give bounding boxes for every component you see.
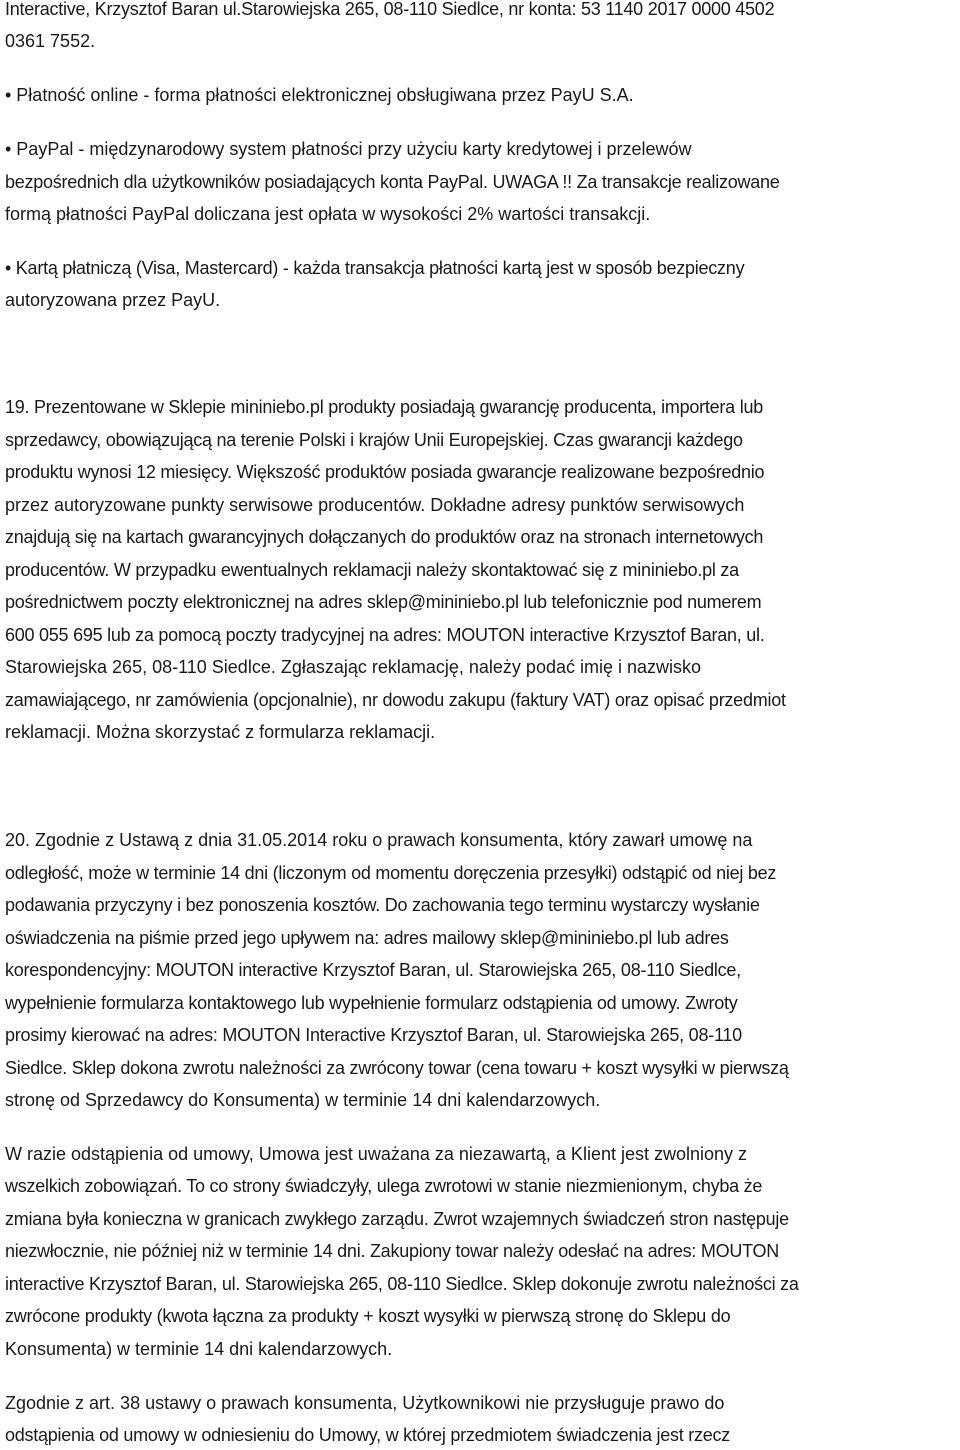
text-line-paypal-warning: bezpośrednich dla użytkowników posiadających konta PayPal. UWAGA !! Za transakcje realizowane [5, 172, 780, 192]
text-line-warranty-11: reklamacji. Można skorzystać z formularza reklamacji. [5, 722, 436, 742]
text-line-withdrawal-7: prosimy kierować na adres: MOUTON Interactive Krzysztof Baran, ul. Starowiejska 265, 08-110 [5, 1025, 742, 1045]
text-line-withdrawal-2: odległość, może w terminie 14 dni (liczonym od momentu doręczenia przesyłki) odstąpić od niej bez [5, 863, 777, 883]
text-line-withdrawal-6: wypełnienie formularza kontaktowego lub wypełnienie formularz odstąpienia od umowy. Zwroty [5, 993, 738, 1013]
text-line-withdrawal-3: podawania przyczyny i bez ponoszenia kosztów. Do zachowania tego terminu wystarczy wysłanie [5, 895, 760, 915]
text-line-effects-7: Konsumenta) w terminie 14 dni kalendarzowych. [5, 1339, 393, 1359]
text-line-address-bank-account: Interactive, Krzysztof Baran ul.Starowiejska 265, 08-110 Siedlce, nr konta: 53 1140 2017 0000 4502 [5, 0, 775, 19]
text-line-withdrawal-9: stronę od Sprzedawcy do Konsumenta) w terminie 14 dni kalendarzowych. [5, 1090, 601, 1110]
text-line-effects-2: wszelkich zobowiązań. To co strony świadczyły, ulega zwrotowi w stanie niezmienionym, chyba że [5, 1176, 763, 1196]
text-line-bank-account-end: 0361 7552. [5, 31, 96, 51]
text-line-warranty-3: produktu wynosi 12 miesięcy. Większość produktów posiada gwarancje realizowane bezpośrednio [5, 462, 765, 482]
text-line-effects-3: zmiana była konieczna w granicach zwykłego zarządu. Zwrot wzajemnych świadczeń stron następuje [5, 1209, 789, 1229]
text-line-withdrawal-5: korespondencyjny: MOUTON interactive Krzysztof Baran, ul. Starowiejska 265, 08-110 Siedlce, [5, 960, 741, 980]
text-line-paypal-fee: formą płatności PayPal doliczana jest opłata w wysokości 2% wartości transakcji. [5, 204, 651, 224]
text-line-card-payu: autoryzowana przez PayU. [5, 290, 221, 310]
payment-option-card: • Kartą płatniczą (Visa, Mastercard) - każda transakcja płatności kartą jest w sposób bezpieczny [5, 258, 745, 278]
text-line-warranty-7: pośrednictwem poczty elektronicznej na adres sklep@mininiebo.pl lub telefonicznie pod numerem [5, 592, 762, 612]
text-line-warranty-9: Starowiejska 265, 08-110 Siedlce. Zgłaszając reklamację, należy podać imię i nazwisko [5, 657, 702, 677]
paragraph-article-38: Zgodnie z art. 38 ustawy o prawach konsumenta, Użytkownikowi nie przysługuje prawo do [5, 1393, 725, 1413]
text-line-warranty-6: producentów. W przypadku ewentualnych reklamacji należy skontaktować się z mininiebo.pl za [5, 560, 739, 580]
payment-option-paypal: • PayPal - międzynarodowy system płatności przy użyciu karty kredytowej i przelewów [5, 139, 692, 159]
text-line-withdrawal-8: Siedlce. Sklep dokona zwrotu należności za zwrócony towar (cena towaru + koszt wysyłki w pierwszą [5, 1058, 789, 1078]
text-line-article-38-2: odstąpienia od umowy w odniesieniu do Umowy, w której przedmiotem świadczenia jest rzecz [5, 1425, 730, 1445]
text-line-warranty-10: zamawiającego, nr zamówienia (opcjonalnie), nr dowodu zakupu (faktury VAT) oraz opisać przedmiot [5, 690, 786, 710]
payment-option-payu-online: • Płatność online - forma płatności elektronicznej obsługiwana przez PayU S.A. [5, 85, 634, 105]
text-line-withdrawal-4: oświadczenia na piśmie przed jego upływem na: adres mailowy sklep@mininiebo.pl lub adres [5, 928, 729, 948]
paragraph-withdrawal-effects: W razie odstąpienia od umowy, Umowa jest uważana za niezawartą, a Klient jest zwolniony z [5, 1144, 748, 1164]
text-line-effects-4: niezwłocznie, nie później niż w terminie 14 dni. Zakupiony towar należy odesłać na adres: MOUTON [5, 1241, 780, 1261]
section-20-withdrawal: 20. Zgodnie z Ustawą z dnia 31.05.2014 roku o prawach konsumenta, który zawarł umowę na [5, 830, 753, 850]
text-line-effects-6: zwrócone produkty (kwota łączna za produkty + koszt wysyłki w pierwszą stronę do Sklepu do [5, 1306, 731, 1326]
text-line-warranty-2: sprzedawcy, obowiązującą na terenie Polski i krajów Unii Europejskiej. Czas gwarancji każdego [5, 430, 743, 450]
text-line-effects-5: interactive Krzysztof Baran, ul. Starowiejska 265, 08-110 Siedlce. Sklep dokonuje zwrotu należności za [5, 1274, 799, 1294]
section-19-warranty: 19. Prezentowane w Sklepie mininiebo.pl produkty posiadają gwarancję producenta, importera lub [5, 397, 763, 417]
text-line-warranty-4: przez autoryzowane punkty serwisowe producentów. Dokładne adresy punktów serwisowych [5, 495, 745, 515]
text-line-warranty-8: 600 055 695 lub za pomocą poczty tradycyjnej na adres: MOUTON interactive Krzysztof Baran, ul. [5, 625, 765, 645]
text-line-warranty-5: znajdują się na kartach gwarancyjnych dołączanych do produktów oraz na stronach internetowych [5, 527, 764, 547]
